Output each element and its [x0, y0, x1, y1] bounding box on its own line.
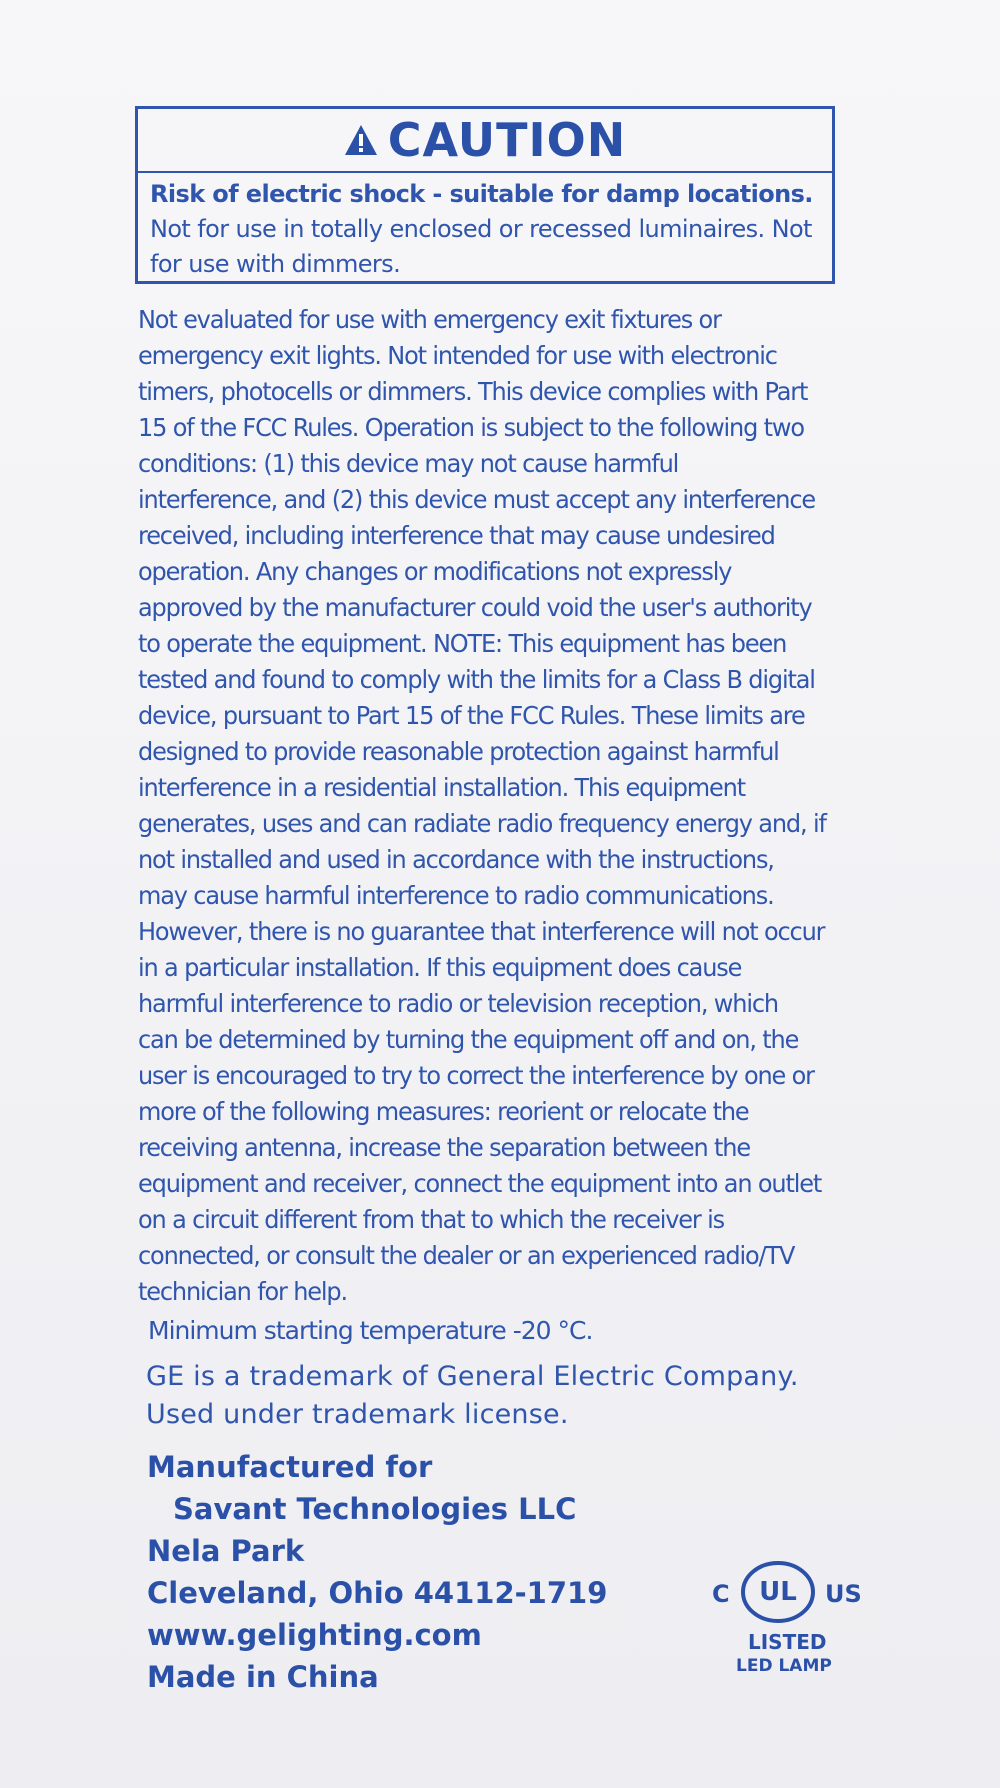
address-line-2: Cleveland, Ohio 44112-1719 [147, 1576, 608, 1610]
website: www.gelighting.com [147, 1618, 482, 1652]
warning-triangle-icon [344, 123, 378, 157]
ul-product-text: LED LAMP [736, 1656, 832, 1676]
ul-circle-icon [740, 1560, 816, 1624]
manufactured-for-label: Manufactured for [147, 1450, 433, 1484]
trademark-line-1: GE is a trademark of General Electric Company. [146, 1361, 799, 1392]
minimum-temperature-text: Minimum starting temperature -20 °C. [148, 1316, 593, 1345]
ul-logo-letters: UL [759, 1577, 797, 1607]
ul-listed-logo [712, 1550, 862, 1676]
caution-body [138, 173, 832, 282]
company-name: Savant Technologies LLC [173, 1492, 577, 1526]
ul-us-letters: US [825, 1580, 862, 1608]
country-of-origin: Made in China [147, 1660, 379, 1694]
ul-c-letter: C [712, 1580, 730, 1608]
trademark-line-2: Used under trademark license. [146, 1399, 569, 1430]
trademark-notice [146, 1358, 866, 1434]
manufacturer-block [147, 1446, 607, 1698]
ul-listed-text: LISTED [748, 1630, 827, 1654]
caution-title: CAUTION [387, 113, 627, 167]
fcc-compliance-text: Not evaluated for use with emergency exit fixtures or emergency exit lights. Not intended for use with electronic timers, photocells or dimmers. This device complies with Part 15 of the FCC Rules. Operation is subject to the following two conditions: (1) this device may not cause harmful interference, and (2) this device must accept any interference received, including interference that may cause undesired operation. Any changes or modifications not expressly approved by the manufacturer could void the user's authority to operate the equipment. NOTE: This equipment has been tested and found to comply with the limits for a Class B digital device, pursuant to Part 15 of the FCC Rules. These limits are designed to provide reasonable protection against harmful interference in a residential installation. This equipment generates, uses and can radiate radio frequency energy and, if not installed and used in accordance with the instructions, may cause harmful interference to radio communications. However, there is no guarantee that interference will not occur in a particular installation. If this equipment does cause harmful interference to radio or television reception, which can be determined by turning the equipment off and on, the user is encouraged to try to correct the interference by one or more of the following measures: reorient or relocate the receiving antenna, increase the separation between the equipment and receiver, connect the equipment into an outlet on a circuit different from that to which the receiver is connected, or consult the dealer or an experienced radio/TV technician for help. [138, 305, 826, 1306]
caution-text: Not for use in totally enclosed or recessed luminaires. Not for use with dimmers. [150, 215, 812, 278]
caution-header [138, 109, 832, 173]
caution-bold-text: Risk of electric shock - suitable for damp locations. [150, 180, 813, 208]
caution-box [135, 106, 835, 284]
address-line-1: Nela Park [147, 1534, 305, 1568]
